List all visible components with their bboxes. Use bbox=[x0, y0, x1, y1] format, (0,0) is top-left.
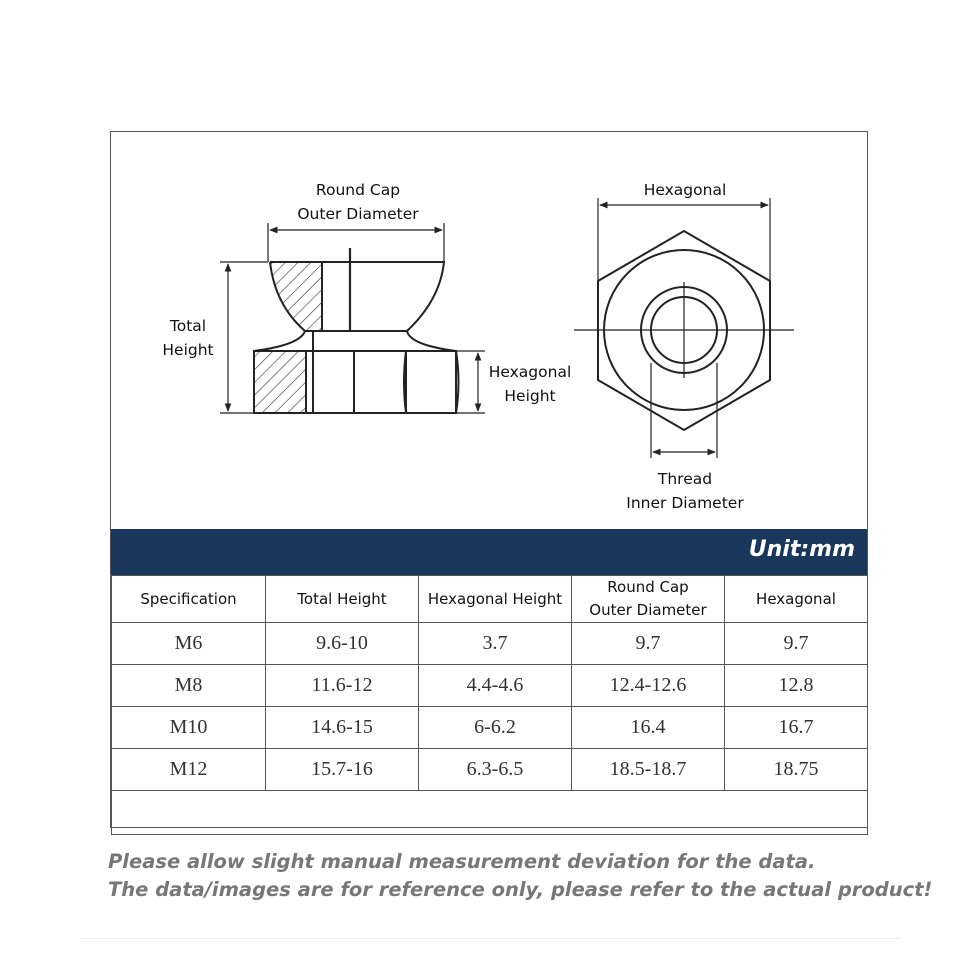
table-row bbox=[112, 623, 868, 665]
header-round-cap-line1: Round Cap bbox=[607, 578, 689, 596]
cell-hexagonal-height: 3.7 bbox=[419, 623, 572, 665]
cell-total-height: 15.7-16 bbox=[266, 749, 419, 791]
header-specification: Specification bbox=[112, 576, 266, 623]
cell-total-height: 9.6-10 bbox=[266, 623, 419, 665]
top-view bbox=[574, 231, 794, 430]
table-row bbox=[112, 749, 868, 791]
round-cap-diameter-label: Round Cap Outer Diameter bbox=[297, 181, 419, 223]
cell-round-cap: 16.4 bbox=[572, 707, 725, 749]
hexagonal-height-label: Hexagonal Height bbox=[488, 363, 572, 405]
cell-hexagonal: 12.8 bbox=[725, 665, 868, 707]
unit-label: Unit:mm bbox=[748, 537, 855, 562]
cell-total-height: 11.6-12 bbox=[266, 665, 419, 707]
cell-hexagonal-height: 6-6.2 bbox=[419, 707, 572, 749]
empty-cell bbox=[112, 791, 868, 835]
cell-hexagonal-height: 6.3-6.5 bbox=[419, 749, 572, 791]
table-empty-row bbox=[112, 791, 868, 835]
hexagonal-label: Hexagonal bbox=[643, 181, 727, 199]
header-round-cap-line2: Outer Diameter bbox=[589, 601, 707, 619]
cell-total-height: 14.6-15 bbox=[266, 707, 419, 749]
cell-spec: M10 bbox=[112, 707, 266, 749]
cell-hexagonal-height: 4.4-4.6 bbox=[419, 665, 572, 707]
header-hexagonal: Hexagonal bbox=[725, 576, 868, 623]
table-row bbox=[112, 707, 868, 749]
cell-round-cap: 18.5-18.7 bbox=[572, 749, 725, 791]
cell-spec: M8 bbox=[112, 665, 266, 707]
cell-hexagonal: 16.7 bbox=[725, 707, 868, 749]
divider bbox=[80, 938, 900, 939]
table-row bbox=[112, 665, 868, 707]
header-round-cap-outer-diameter bbox=[572, 576, 725, 623]
cell-hexagonal: 9.7 bbox=[725, 623, 868, 665]
thread-inner-diameter-label: Thread Inner Diameter bbox=[626, 470, 744, 512]
total-height-label: Total Height bbox=[162, 317, 214, 359]
spec-table bbox=[111, 575, 868, 835]
cell-spec: M6 bbox=[112, 623, 266, 665]
cell-hexagonal: 18.75 bbox=[725, 749, 868, 791]
table-header-row bbox=[112, 576, 868, 623]
header-hexagonal-height: Hexagonal Height bbox=[419, 576, 572, 623]
note-line-2: The data/images are for reference only, please refer to the actual product! bbox=[108, 878, 933, 901]
note-line-1: Please allow slight manual measurement deviation for the data. bbox=[108, 850, 816, 873]
cell-round-cap: 9.7 bbox=[572, 623, 725, 665]
header-total-height: Total Height bbox=[266, 576, 419, 623]
cell-spec: M12 bbox=[112, 749, 266, 791]
disclaimer-notes bbox=[108, 848, 968, 904]
unit-bar bbox=[111, 529, 867, 575]
cell-round-cap: 12.4-12.6 bbox=[572, 665, 725, 707]
side-view bbox=[254, 248, 459, 413]
